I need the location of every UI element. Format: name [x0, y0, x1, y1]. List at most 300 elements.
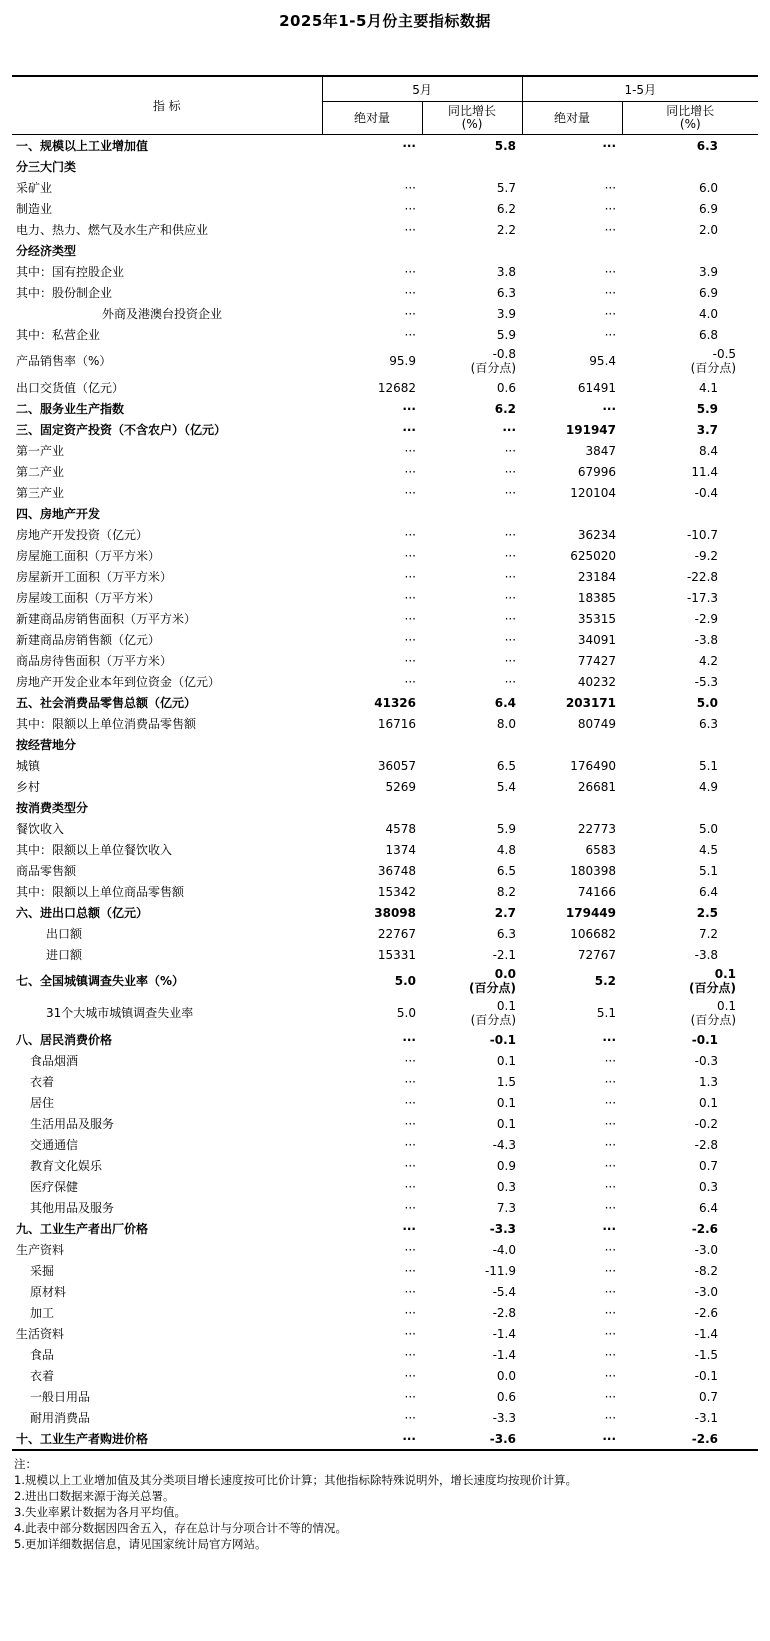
- may-yoy-cell: -2.1: [492, 947, 517, 962]
- ytd-yoy-cell: 0.1 (百分点): [622, 997, 758, 1029]
- table-row: [12, 1134, 758, 1155]
- may-yoy-cell: [422, 797, 522, 818]
- ytd-yoy-cell: -0.5 (百分点): [622, 345, 758, 377]
- may-absolute-cell: 5.0: [394, 974, 416, 988]
- ytd-yoy-cell: -1.4: [694, 1326, 719, 1341]
- ytd-absolute-cell: 22773: [577, 821, 617, 836]
- note-item: 3.失业率累计数据为各月平均值。: [14, 1505, 186, 1519]
- may-yoy-cell: 6.2: [496, 201, 517, 216]
- row-label: 生产资料: [16, 1242, 65, 1257]
- may-yoy-cell: 5.9: [496, 821, 517, 836]
- ytd-absolute-cell: [522, 797, 622, 818]
- may-absolute-cell: ···: [404, 443, 416, 458]
- may-yoy-cell: 0.0: [496, 1368, 517, 1383]
- may-absolute-cell: ···: [404, 222, 416, 237]
- may-absolute-cell: 16716: [377, 716, 416, 731]
- row-label: 出口交货值（亿元）: [16, 380, 125, 395]
- table-row: [12, 587, 758, 608]
- ytd-yoy-cell: -3.0: [694, 1242, 719, 1257]
- unit-note: (百分点): [690, 1013, 737, 1027]
- table-row: [12, 1302, 758, 1323]
- may-absolute-cell: [322, 734, 422, 755]
- ytd-absolute-cell: 203171: [565, 695, 617, 710]
- ytd-yoy-cell: [622, 156, 758, 177]
- ytd-absolute-cell: 80749: [577, 716, 617, 731]
- row-label: 房屋竣工面积（万平方米）: [16, 590, 161, 605]
- table-row: [12, 839, 758, 860]
- may-yoy-cell: ···: [504, 653, 517, 668]
- may-absolute-cell: ···: [404, 1347, 416, 1362]
- ytd-yoy-cell: 5.0: [696, 695, 719, 710]
- note-item: 4.此表中部分数据因四舍五入，存在总计与分项合计不等的情况。: [14, 1521, 347, 1535]
- may-yoy-cell: 3.9: [496, 306, 517, 321]
- ytd-absolute-cell: 179449: [565, 905, 617, 920]
- ytd-yoy-cell: -2.8: [694, 1137, 719, 1152]
- may-absolute-cell: [322, 240, 422, 261]
- may-absolute-cell: ···: [404, 653, 416, 668]
- table-row: [12, 524, 758, 545]
- row-label: 耐用消费品: [30, 1410, 91, 1425]
- may-yoy-cell: ···: [504, 632, 517, 647]
- ytd-absolute-cell: 36234: [577, 527, 617, 542]
- ytd-absolute-cell: [522, 240, 622, 261]
- table-row: [12, 608, 758, 629]
- ytd-absolute-cell: 77427: [577, 653, 617, 668]
- may-absolute-cell: ···: [404, 306, 416, 321]
- may-yoy-cell: -3.6: [422, 1428, 522, 1450]
- note-item: 5.更加详细数据信息，请见国家统计局官方网站。: [14, 1537, 267, 1551]
- ytd-yoy-cell: 8.4: [698, 443, 719, 458]
- ytd-yoy-cell: -0.4: [694, 485, 719, 500]
- row-label: 出口额: [46, 926, 83, 941]
- ytd-absolute-cell: 18385: [577, 590, 617, 605]
- ytd-absolute-cell: ···: [604, 1347, 617, 1362]
- ytd-yoy-cell: -9.2: [694, 548, 719, 563]
- ytd-absolute-cell: 34091: [577, 632, 617, 647]
- may-absolute-cell: ···: [404, 674, 416, 689]
- table-row: [12, 629, 758, 650]
- may-yoy-cell: 5.4: [496, 779, 517, 794]
- table-row: [12, 997, 758, 1029]
- ytd-yoy-cell: 0.7: [698, 1389, 719, 1404]
- ytd-absolute-cell: ···: [604, 1305, 617, 1320]
- table-row: [12, 650, 758, 671]
- may-absolute-cell: ···: [402, 1221, 416, 1236]
- ytd-yoy-cell: 6.8: [698, 327, 719, 342]
- ytd-yoy-cell: 0.3: [698, 1179, 719, 1194]
- row-label: 教育文化娱乐: [30, 1158, 103, 1173]
- ytd-yoy-cell: -0.1: [691, 1032, 719, 1047]
- row-label: 产品销售率（%）: [16, 354, 112, 368]
- ytd-yoy-cell: -3.8: [694, 632, 719, 647]
- may-yoy-cell: 2.7: [494, 905, 517, 920]
- table-row: [12, 398, 758, 419]
- row-label: 原材料: [30, 1284, 67, 1299]
- row-label: 六、进出口总额（亿元）: [16, 905, 149, 920]
- row-label: 食品烟酒: [30, 1053, 79, 1068]
- ytd-yoy-cell: 5.1: [698, 863, 719, 878]
- ytd-yoy-cell: 4.1: [698, 380, 719, 395]
- may-yoy-cell: -0.8 (百分点): [422, 345, 522, 377]
- may-absolute-cell: ···: [404, 590, 416, 605]
- row-label: 八、居民消费价格: [16, 1032, 113, 1047]
- unit-note: (百分点): [690, 361, 737, 375]
- header-period-jan-may: 1-5月: [522, 76, 758, 102]
- may-absolute-cell: [322, 503, 422, 524]
- ytd-absolute-cell: 67996: [577, 464, 617, 479]
- table-row: [12, 755, 758, 776]
- table-row: [12, 1050, 758, 1071]
- ytd-yoy-cell: 5.1: [698, 758, 719, 773]
- table-row: [12, 944, 758, 965]
- ytd-absolute-cell: ···: [604, 1326, 617, 1341]
- row-label: 31个大城市城镇调查失业率: [46, 1006, 194, 1020]
- ytd-yoy-cell: -2.9: [694, 611, 719, 626]
- indicator-table: [12, 75, 758, 1451]
- table-row: [12, 482, 758, 503]
- row-label: 其中：限额以上单位商品零售额: [16, 884, 185, 899]
- may-yoy-cell: -1.4: [492, 1326, 517, 1341]
- may-absolute-cell: ···: [402, 401, 416, 416]
- header-yoy-2: 同比增长 (%): [622, 102, 758, 135]
- table-row: [12, 1155, 758, 1176]
- note-item: 2.进出口数据来源于海关总署。: [14, 1489, 175, 1503]
- table-row: [12, 1239, 758, 1260]
- unit-note: (百分点): [689, 981, 737, 995]
- ytd-yoy-cell: -0.3: [694, 1053, 719, 1068]
- table-row: [12, 818, 758, 839]
- table-row: [12, 860, 758, 881]
- may-yoy-cell: 0.6: [496, 1389, 517, 1404]
- may-absolute-cell: [322, 797, 422, 818]
- may-absolute-cell: 5269: [385, 779, 416, 794]
- row-label: 采矿业: [16, 180, 53, 195]
- may-absolute-cell: ···: [404, 1284, 416, 1299]
- ytd-yoy-cell: -3.8: [694, 947, 719, 962]
- table-row: [12, 734, 758, 755]
- ytd-yoy-cell: 5.0: [698, 821, 719, 836]
- row-label: 制造业: [16, 201, 53, 216]
- table-row: [12, 902, 758, 923]
- ytd-absolute-cell: 26681: [577, 779, 617, 794]
- may-absolute-cell: ···: [402, 1032, 416, 1047]
- may-yoy-cell: -4.0: [492, 1242, 517, 1257]
- may-absolute-cell: ···: [404, 527, 416, 542]
- header-abs-1: 绝对量: [322, 102, 422, 135]
- may-yoy-cell: -3.3: [489, 1221, 517, 1236]
- may-yoy-cell: -1.4: [492, 1347, 517, 1362]
- table-row: [12, 219, 758, 240]
- may-absolute-cell: ···: [404, 1095, 416, 1110]
- ytd-absolute-cell: 3847: [585, 443, 617, 458]
- row-label: 采掘: [30, 1263, 55, 1278]
- row-label: 衣着: [30, 1074, 55, 1089]
- row-label: 其他用品及服务: [30, 1200, 115, 1215]
- ytd-absolute-cell: ···: [522, 1428, 622, 1450]
- row-label: 居住: [30, 1095, 55, 1110]
- may-absolute-cell: ···: [404, 485, 416, 500]
- ytd-absolute-cell: ···: [604, 1095, 617, 1110]
- may-yoy-cell: -0.1: [489, 1032, 517, 1047]
- may-absolute-cell: 5.0: [396, 1006, 416, 1020]
- table-row: [12, 1428, 758, 1450]
- may-yoy-cell: ···: [504, 590, 517, 605]
- may-yoy-cell: ···: [504, 527, 517, 542]
- may-yoy-cell: 3.8: [496, 264, 517, 279]
- may-yoy-cell: -3.3: [492, 1410, 517, 1425]
- may-absolute-cell: ···: [404, 1053, 416, 1068]
- may-absolute-cell: ···: [404, 1368, 416, 1383]
- may-yoy-cell: ···: [504, 443, 517, 458]
- unit-note: (百分点): [469, 981, 517, 995]
- table-row: [12, 156, 758, 177]
- ytd-absolute-cell: ···: [604, 1074, 617, 1089]
- ytd-yoy-cell: 6.4: [698, 1200, 719, 1215]
- may-absolute-cell: ···: [404, 548, 416, 563]
- may-yoy-cell: 0.9: [496, 1158, 517, 1173]
- may-yoy-cell: 0.6: [496, 380, 517, 395]
- ytd-yoy-cell: 2.5: [696, 905, 719, 920]
- ytd-yoy-cell: [622, 503, 758, 524]
- ytd-yoy-cell: [622, 797, 758, 818]
- may-absolute-cell: ···: [404, 464, 416, 479]
- may-absolute-cell: ···: [404, 264, 416, 279]
- ytd-absolute-cell: ···: [604, 180, 617, 195]
- header-indicator: 指 标: [12, 76, 322, 135]
- ytd-yoy-cell: 4.2: [698, 653, 719, 668]
- ytd-yoy-cell: 6.9: [698, 285, 719, 300]
- ytd-yoy-cell: -5.3: [694, 674, 719, 689]
- table-row: [12, 776, 758, 797]
- ytd-absolute-cell: ···: [604, 1263, 617, 1278]
- ytd-absolute-cell: ···: [604, 1284, 617, 1299]
- ytd-absolute-cell: 5.1: [596, 1006, 617, 1020]
- may-absolute-cell: 95.9: [389, 354, 416, 368]
- may-absolute-cell: ···: [404, 569, 416, 584]
- row-label: 其中：国有控股企业: [16, 264, 125, 279]
- ytd-yoy-cell: -0.2: [694, 1116, 719, 1131]
- page-title: 2025年1-5月份主要指标数据: [279, 12, 491, 30]
- may-absolute-cell: 15342: [377, 884, 416, 899]
- ytd-absolute-cell: 106682: [570, 926, 617, 941]
- table-row: [12, 965, 758, 997]
- may-absolute-cell: ···: [404, 1200, 416, 1215]
- ytd-yoy-cell: 11.4: [691, 464, 719, 479]
- may-absolute-cell: ···: [402, 138, 416, 153]
- may-yoy-cell: 0.3: [496, 1179, 517, 1194]
- may-absolute-cell: 15331: [377, 947, 416, 962]
- may-absolute-cell: ···: [404, 1305, 416, 1320]
- ytd-absolute-cell: ···: [604, 264, 617, 279]
- row-label: 电力、热力、燃气及水生产和供应业: [16, 222, 209, 237]
- row-label: 商品零售额: [16, 863, 77, 878]
- ytd-yoy-cell: 0.1: [698, 1095, 719, 1110]
- ytd-yoy-cell: -2.6: [691, 1221, 719, 1236]
- table-row: [12, 797, 758, 818]
- may-absolute-cell: ···: [404, 1116, 416, 1131]
- row-label: 一般日用品: [30, 1389, 91, 1404]
- row-label: 加工: [30, 1305, 55, 1320]
- ytd-yoy-cell: 6.9: [698, 201, 719, 216]
- ytd-yoy-cell: 4.5: [698, 842, 719, 857]
- table-row: [12, 1281, 758, 1302]
- header-abs-2: 绝对量: [522, 102, 622, 135]
- header-period-may: 5月: [322, 76, 522, 102]
- ytd-absolute-cell: 191947: [565, 422, 617, 437]
- row-label: 其中：限额以上单位餐饮收入: [16, 842, 173, 857]
- ytd-yoy-cell: 3.9: [698, 264, 719, 279]
- table-row: [12, 1323, 758, 1344]
- may-yoy-cell: 5.9: [496, 327, 517, 342]
- may-absolute-cell: 36748: [377, 863, 416, 878]
- row-label: 第二产业: [16, 464, 65, 479]
- ytd-yoy-cell: [622, 734, 758, 755]
- may-yoy-cell: 0.1: [496, 1116, 517, 1131]
- unit-note: (百分点): [470, 361, 517, 375]
- ytd-absolute-cell: ···: [602, 138, 617, 153]
- may-absolute-cell: 41326: [374, 695, 416, 710]
- table-row: [12, 440, 758, 461]
- table-row: [12, 1344, 758, 1365]
- ytd-absolute-cell: ···: [604, 1200, 617, 1215]
- ytd-absolute-cell: 120104: [570, 485, 617, 500]
- may-yoy-cell: -2.8: [492, 1305, 517, 1320]
- may-yoy-cell: 5.8: [494, 138, 517, 153]
- ytd-absolute-cell: ···: [602, 1032, 617, 1047]
- may-yoy-cell: 6.5: [496, 863, 517, 878]
- may-yoy-cell: 2.2: [496, 222, 517, 237]
- header-yoy-1: 同比增长 (%): [422, 102, 522, 135]
- table-row: [12, 566, 758, 587]
- ytd-absolute-cell: 72767: [577, 947, 617, 962]
- may-yoy-cell: 6.3: [496, 285, 517, 300]
- table-row: [12, 881, 758, 902]
- table-row: [12, 1176, 758, 1197]
- ytd-yoy-cell: 7.2: [698, 926, 719, 941]
- table-row: [12, 545, 758, 566]
- may-yoy-cell: 6.2: [494, 401, 517, 416]
- ytd-yoy-cell: 5.9: [696, 401, 719, 416]
- ytd-absolute-cell: [522, 503, 622, 524]
- may-absolute-cell: ···: [404, 1179, 416, 1194]
- ytd-absolute-cell: 40232: [577, 674, 617, 689]
- may-yoy-cell: ···: [504, 485, 517, 500]
- row-label: 餐饮收入: [16, 821, 65, 836]
- notes-title: 注：: [14, 1457, 37, 1471]
- ytd-absolute-cell: ···: [604, 201, 617, 216]
- table-row: [12, 419, 758, 440]
- may-absolute-cell: ···: [404, 1158, 416, 1173]
- table-row: [12, 503, 758, 524]
- table-row: [12, 1113, 758, 1134]
- row-label: 新建商品房销售面积（万平方米）: [16, 611, 197, 626]
- ytd-absolute-cell: 176490: [570, 758, 617, 773]
- may-absolute-cell: ···: [404, 1242, 416, 1257]
- may-yoy-cell: 0.1: [496, 1095, 517, 1110]
- row-label: 房屋新开工面积（万平方米）: [16, 569, 173, 584]
- table-row: [12, 282, 758, 303]
- ytd-yoy-cell: 6.3: [696, 138, 719, 153]
- table-row: [12, 1365, 758, 1386]
- row-label: 房屋施工面积（万平方米）: [16, 548, 161, 563]
- may-absolute-cell: [322, 156, 422, 177]
- may-absolute-cell: 38098: [374, 905, 416, 920]
- row-label: 房地产开发企业本年到位资金（亿元）: [16, 674, 221, 689]
- may-yoy-cell: 8.2: [496, 884, 517, 899]
- may-yoy-cell: 5.7: [496, 180, 517, 195]
- may-absolute-cell: ···: [404, 611, 416, 626]
- row-label: 外商及港澳台投资企业: [102, 306, 223, 321]
- table-row: [12, 1386, 758, 1407]
- row-label: 生活资料: [16, 1326, 65, 1341]
- row-label: 进口额: [46, 947, 83, 962]
- row-label: 五、社会消费品零售总额（亿元）: [16, 695, 197, 710]
- may-yoy-cell: 0.0 (百分点): [422, 965, 522, 997]
- may-yoy-cell: ···: [504, 464, 517, 479]
- table-row: [12, 135, 758, 157]
- ytd-absolute-cell: [522, 156, 622, 177]
- notes: [14, 1456, 758, 1552]
- ytd-absolute-cell: ···: [604, 1137, 617, 1152]
- table-row: [12, 198, 758, 219]
- ytd-absolute-cell: ···: [602, 401, 617, 416]
- ytd-yoy-cell: [622, 240, 758, 261]
- ytd-absolute-cell: ···: [602, 1221, 617, 1236]
- ytd-yoy-cell: -3.1: [694, 1410, 719, 1425]
- may-yoy-cell: ···: [504, 611, 517, 626]
- may-absolute-cell: ···: [404, 1074, 416, 1089]
- table-row: [12, 671, 758, 692]
- ytd-absolute-cell: ···: [604, 306, 617, 321]
- row-label: 城镇: [16, 758, 41, 773]
- may-absolute-cell: 36057: [377, 758, 416, 773]
- may-yoy-cell: 6.3: [496, 926, 517, 941]
- ytd-yoy-cell: -2.6: [622, 1428, 758, 1450]
- ytd-yoy-cell: 6.3: [698, 716, 719, 731]
- ytd-absolute-cell: ···: [604, 1389, 617, 1404]
- may-yoy-cell: [422, 503, 522, 524]
- may-yoy-cell: 8.0: [496, 716, 517, 731]
- table-row: [12, 1260, 758, 1281]
- ytd-yoy-cell: 4.0: [698, 306, 719, 321]
- ytd-absolute-cell: 6583: [585, 842, 617, 857]
- row-label: 分经济类型: [16, 243, 77, 258]
- table-row: [12, 345, 758, 377]
- may-yoy-cell: ···: [504, 548, 517, 563]
- ytd-absolute-cell: ···: [604, 1242, 617, 1257]
- row-label: 其中：限额以上单位消费品零售额: [16, 716, 197, 731]
- ytd-absolute-cell: 5.2: [594, 974, 617, 988]
- table-row: [12, 1197, 758, 1218]
- may-yoy-cell: -5.4: [492, 1284, 517, 1299]
- may-yoy-cell: 1.5: [496, 1074, 517, 1089]
- may-absolute-cell: ···: [404, 632, 416, 647]
- ytd-absolute-cell: 74166: [577, 884, 617, 899]
- may-absolute-cell: ···: [322, 1428, 422, 1450]
- row-label: 其中：私营企业: [16, 327, 101, 342]
- row-label: 分三大门类: [16, 159, 77, 174]
- ytd-yoy-cell: -0.1: [694, 1368, 719, 1383]
- ytd-yoy-cell: 0.1 (百分点): [622, 965, 758, 997]
- table-body: [12, 135, 758, 1451]
- ytd-absolute-cell: ···: [604, 1053, 617, 1068]
- may-yoy-cell: 7.3: [496, 1200, 517, 1215]
- may-yoy-cell: [422, 240, 522, 261]
- ytd-absolute-cell: 180398: [570, 863, 617, 878]
- table-row: [12, 713, 758, 734]
- row-label: 生活用品及服务: [30, 1116, 115, 1131]
- row-label: 交通通信: [30, 1137, 79, 1152]
